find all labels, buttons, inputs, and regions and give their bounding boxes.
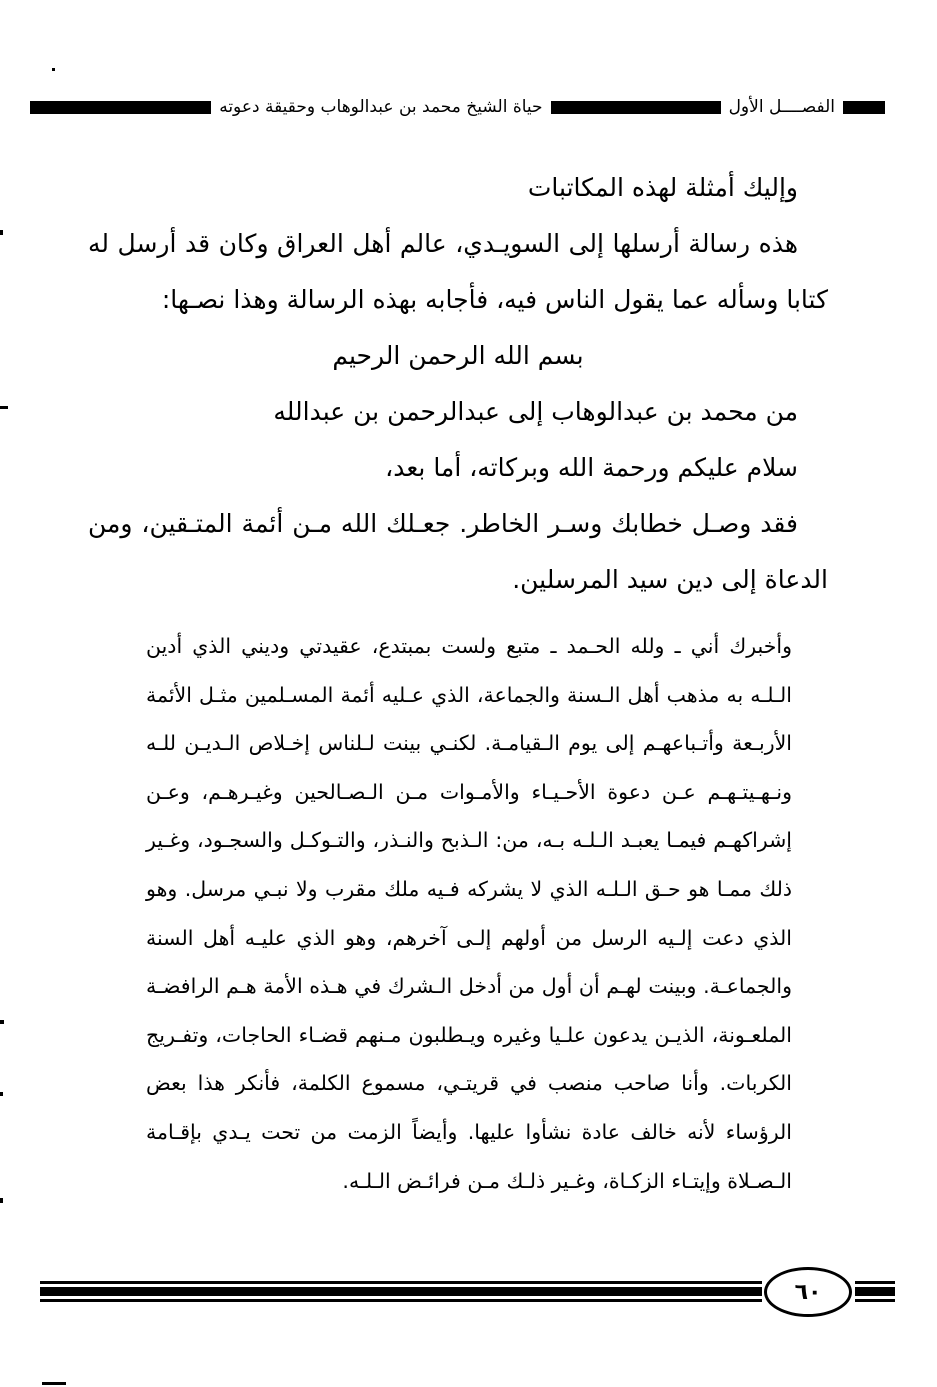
scan-mark [42, 1382, 66, 1385]
footer-rule-right-thick [855, 1287, 895, 1296]
scan-mark [0, 1020, 4, 1024]
footer-rule-right-top [855, 1281, 895, 1284]
creed-paragraph: وأخبرك أني ـ ولله الحـمد ـ متبع ولست بمبتدع، عقيدتي وديني الذي أدين الـلـه به مذهب أهل الـسنة والجماعة، الذي عـليه أئمة المسـلمين مثـل الأئمة الأربـعة وأتـباعهـم إلى يوم الـقيامـة. لكنـي بينت لـلناس إخـلاص الـديـن للـه ونـهـيتـهـم عـن دعوة الأحـيـاء والأمـوات مـن الـصـالحين وغيـرهـم، وعـن إشراكهـم فيمـا يعبـد الـلـه بـه، من: الـذبح والنـذر، والتـوكـل والسجـود، وغـير ذلك ممـا هو حـق الـلـه الذي لا يشركه فـيه ملك مقرب ولا نبـي مرسل. وهو الذي دعت إلـيه الرسل من أولهم إلـى آخرهم، وهو الذي عليـه أهل السنة والجماعـة. وبينت لهـم أن أول من أدخل الـشرك في هـذه الأمة هـم الرافضـة الملعـونة، الذيـن يدعون علـيا وغيره ويـطلبون مـنهم قضـاء الحاجات، وتفـريج الكربات. وأنا صاحب منصب في قريتـي، مسموع الكلمة، فأنكر هذا بعض الرؤساء لأنه خالف عادة نشأوا عليها. وأيضاً الزمت من تحت يـدي بإقـامة الـصـلاة وإيتـاء الزكـاة، وغـير ذلـك مـن فرائـض الـلـه. [146, 634, 792, 1193]
scan-mark [0, 406, 8, 409]
letter-context-paragraph: هذه رسالة أرسلها إلى السويـدي، عالم أهل العراق وكان قد أرسل له كتابا وسأله عما يقول الناس فيه، فأجابه بهذه الرسالة وهذا نصـها: [88, 229, 828, 314]
header-bar-right [843, 101, 885, 114]
footer-rule-thick [40, 1287, 762, 1296]
scan-mark [0, 1092, 3, 1096]
letter-opening-paragraph: فقد وصـل خطابك وسـر الخاطر. جعـلك الله مـن أئمة المتـقين، ومن الدعاة إلى دين سيد المرسلين. [88, 509, 828, 594]
footer-rule-right-bottom [855, 1299, 895, 1302]
scan-mark [52, 68, 55, 71]
basmala: بسم الله الرحمن الرحيم [332, 341, 584, 370]
page-footer [40, 1263, 895, 1323]
header-bar-middle [551, 101, 721, 114]
letter-from-to: من محمد بن عبدالوهاب إلى عبدالرحمن بن عبدالله [273, 397, 798, 426]
running-header [30, 88, 885, 126]
chapter-label: الفصــــل الأول [728, 97, 835, 117]
letter-greeting: سلام عليكم ورحمة الله وبركاته، أما بعد، [385, 453, 798, 482]
book-title: حياة الشيخ محمد بن عبدالوهاب وحقيقة دعوته [219, 97, 543, 117]
scan-mark [0, 230, 3, 235]
page-body [88, 160, 828, 1205]
scan-mark [0, 1198, 3, 1203]
header-bar-left [30, 101, 211, 114]
quoted-letter-block [146, 622, 792, 1205]
footer-rule-thin-bottom [40, 1299, 762, 1302]
page-number: ٦٠ [764, 1267, 852, 1317]
intro-paragraph: وإليك أمثلة لهذه المكاتبات [527, 173, 798, 202]
footer-rule-thin-top [40, 1281, 762, 1284]
